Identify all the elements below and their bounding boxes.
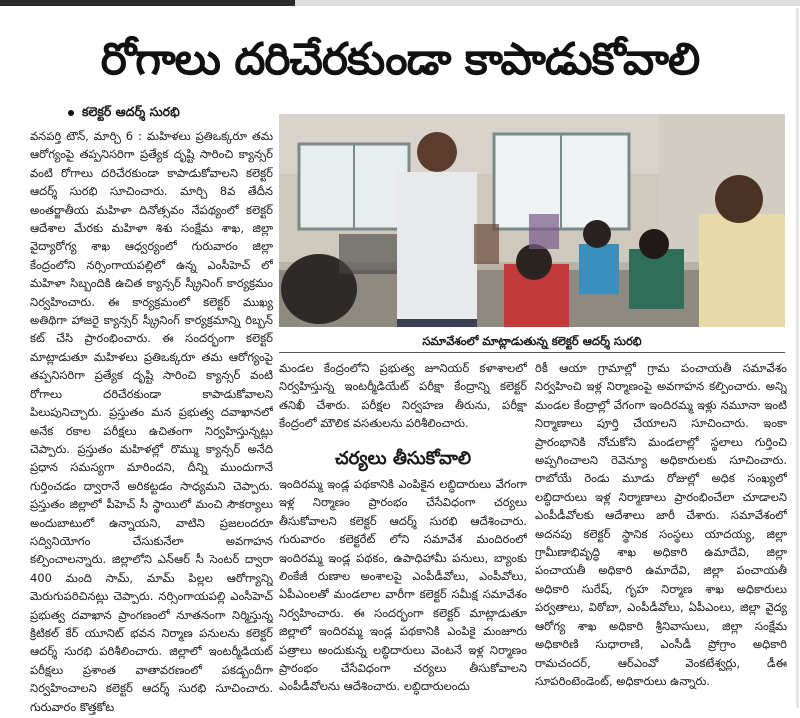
subheading: చర్యలు తీసుకోవాలి: [334, 448, 472, 469]
article-column-2-top: [279, 359, 527, 444]
top-rule: [0, 0, 800, 6]
byline-text: కలెక్టర్ ఆదర్శ్ సురభి: [82, 104, 180, 119]
column-2-top-text: మండల కేంద్రంలోని ప్రభుత్వ జూనియర్ కళాశాలలో నిర్వహిస్తున్న ఇంటర్మీడియేట్ పరీక్షా కేంద్రాన్ని కలెక్టర్ తనిఖీ చేశారు. పరీక్షల నిర్వహణ తీరును, పరీక్షా కేంద్రంలో మౌలిక వసతులను పరిశీలించారు.: [279, 361, 527, 431]
column-1-text: వనపర్తి టౌన్, మార్చి 6 : మహిళలు ప్రతిఒక్కరూ తమ ఆరోగ్యంపై తప్పనిసరిగా ప్రత్యేక దృష్టి సారించి క్యాన్సర్ వంటి రోగాలు దరిచేరకుండా కాపాడుకోవాలని కలెక్టర్ ఆదర్శ్ సురభి సూచించారు. మార్చి 8వ తేదీన అంతర్జాతీయ మహిళా దినోత్సవం నేపథ్యంలో కలెక్టర్ ఆదేశాల మేరకు మహిళా శిశు సంక్షేమ శాఖ, జిల్లా వైద్యారోగ్య శాఖ ఆధ్వర్యంలో గురువారం జిల్లా కేంద్రంలోని నర్సింగాయపల్లిలో ఉన్న ఎంసీహెచ్ లో మహిళా సిబ్బందికి ఉచిత క్యాన్సర్ స్క్రీనింగ్ కార్యక్రమం నిర్వహించారు. ఈ కార్యక్రమంలో కలెక్టర్ ముఖ్య అతిథిగా హాజరై క్యాన్సర్ స్క్రీనింగ్ కార్యక్రమాన్ని రిబ్బన్ కట్ చేసి ప్రారంభించారు. ఈ సందర్భంగా కలెక్టర్ మాట్లాడుతూ మహిళలు ప్రతిఒక్కరూ తమ ఆరోగ్యంపై తప్పనిసరిగా ప్రత్యేక దృష్టి సారించి క్యాన్సర్ వంటి రోగాలు దరిచేరకుండా కాపాడుకోవాలని పిలుపునిచ్చారు. ప్రస్తుతం మన ప్రభుత్వ దవాఖానలో అనేక రకాల పరీక్షలు ఉచితంగా నిర్వహిస్తున్నట్లు చెప్పారు. ప్రస్తుతం మహిళల్లో రొమ్ము క్యాన్సర్ అనేది ప్రధాన సమస్యగా మారిందని, దీన్ని ముందుగానే గుర్తించడం ద్వారానే అరికట్టడం సాధ్యమని చెప్పారు. ప్రస్తుతం జిల్లాలో పీహెచ్ సీ స్థాయిలో మంచి సౌకర్యాలు అందుబాటులో ఉన్నాయని, వాటిని ప్రజలందరూ సద్వినియోగం చేసుకునేలా అవగాహన కల్పించాలన్నారు. జిల్లాలోని ఎన్ఆర్ సీ సెంటర్ ద్వారా 400 మంది సామ్, మామ్ పిల్లల ఆరోగ్యాన్ని మెరుగుపరిచినట్లు చెప్పారు. నర్సింగాయపల్లి ఎంసీహెచ్ ప్రభుత్వ దవాఖాన ప్రాంగణంలో నూతనంగా నిర్మిస్తున్న క్రిటికల్ కేర్ యూనిట్ భవన నిర్మాణ పనులను కలెక్టర్ ఆదర్శ్ సురభి పరిశీలించారు. జిల్లాలో ఇంటర్మీడియట్ పరీక్షలు ప్రశాంత వాతావరణంలో పకడ్బందీగా నిర్వహించాలని కలెక్టర్ ఆదర్శ్ సురభి సూచించారు. గురువారం కొత్తకోట: [30, 129, 273, 714]
classroom-photo: [279, 114, 785, 327]
bullet-icon: [68, 110, 74, 116]
top-rule-light: [295, 0, 800, 6]
article-column-1: [30, 127, 273, 717]
news-photo: [279, 114, 785, 327]
article-column-3: [535, 359, 787, 717]
caption-divider: [279, 352, 785, 353]
column-3-text: రికీ ఆయా గ్రామాల్లో గ్రామ పంచాయతీ సమావేశం నిర్వహించి ఇళ్ల నిర్మాణంపై అవగాహన కల్పించారు. అన్ని మండల కేంద్రాల్లో వేగంగా ఇందిరమ్మ ఇళ్లు నమూనా ఇంటి నిర్మాణాలు పూర్తి చేయాలని సూచించారు. ఇంకా ప్రారంభానికి నోచుకోని మండలాల్లో స్థలాలు గుర్తించి అప్పగించాలని రెవెన్యూ అధికారులకు సూచించారు. రాబోయే రెండు మూడు రోజుల్లో అధిక సంఖ్యలో లబ్ధిదారులు ఇళ్ల నిర్మాణాలు ప్రారంభించేలా చూడాలని ఎంపీడీవోలకు ఆదేశాలు జారీ చేశారు. సమావేశంలో అదనపు కలెక్టర్ స్థానిక సంస్థలు యాదయ్య, జిల్లా గ్రామీణాభివృద్ధి శాఖ అధికారి ఉమాదేవి, జిల్లా పంచాయతీ అధికారి ఉమాదేవి, జిల్లా పంచాయతీ అధికారి సురేష్, గృహ నిర్మాణ శాఖ అధికారులు పర్వతాలు, విఠోబా, ఎంపీడీవోలు, ఏపీఎంలు, జిల్లా వైద్య ఆరోగ్య శాఖ అధికారి శ్రీనివాసులు, జిల్లా సంక్షేమ అధికారిణి సుధారాణి, ఎంసీడీ ప్రోగ్రాం అధికారి రామచందర్, ఆర్ఎంవో వెంకటేశ్వర్లు, డీఈ సూపరింటెండెంట్, అధికారులు ఉన్నారు.: [535, 361, 787, 688]
headline: రోగాలు దరిచేరకుండా కాపాడుకోవాలి: [100, 34, 700, 85]
article-column-2-bottom: [279, 475, 527, 717]
column-2-bottom-text: ఇందిరమ్మ ఇండ్ల పథకానికి ఎంపికైన లబ్ధిదారులు వేగంగా ఇళ్ల నిర్మాణం ప్రారంభం చేసేవిధంగా చర్యలు తీసుకోవాలని కలెక్టర్ ఆదర్శ్ సురభి ఆదేశించారు. గురువారం కలెక్టరేట్ లోని సమావేశ మందిరంలో ఇందిరమ్మ ఇండ్ల పథకం, ఉపాధిహామీ పనులు, బ్యాంకు లింకేజీ రుణాల అంశాలపై ఎంపీడీవోలు, ఎంపీవోలు, ఏపీఎంలతో మండలాల వారీగా కలెక్టర్ సమీక్ష సమావేశం నిర్వహించారు. ఈ సందర్భంగా కలెక్టర్ మాట్లాడుతూ జిల్లాలో ఇందిరమ్మ ఇండ్ల పథకానికి ఎంపికై మంజూరు పత్రాలు అందుకున్న లబ్ధిదారులు వెంటనే ఇళ్ల నిర్మాణం ప్రారంభం చేసేవిధంగా చర్యలు తీసుకోవాలని ఎంపీడీవోలను ఆదేశించారు. లబ్ధిదారులందు: [279, 477, 527, 694]
photo-caption: సమావేశంలో మాట్లాడుతున్న కలెక్టర్ ఆదర్శ్ సురభి: [422, 334, 642, 348]
page-edge: [796, 8, 799, 708]
byline: [68, 104, 180, 123]
